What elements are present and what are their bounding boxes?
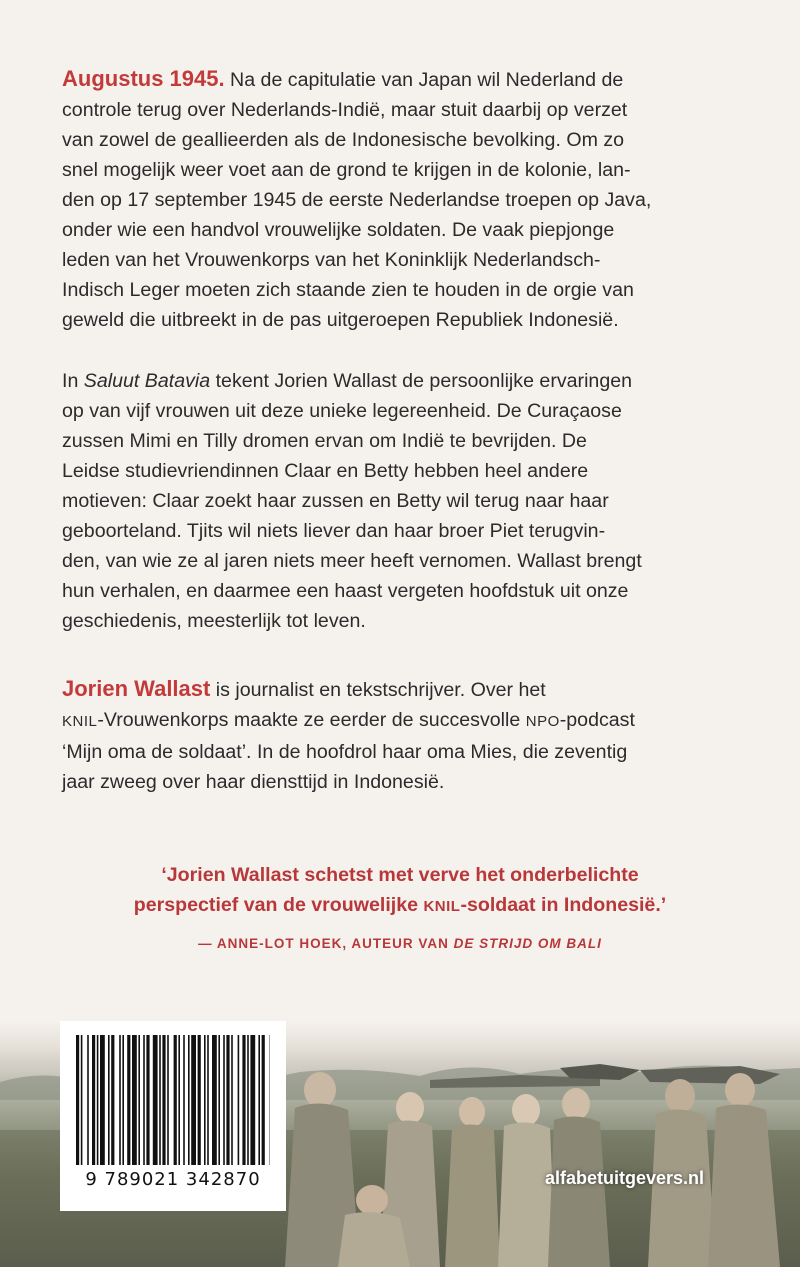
barcode-bar (226, 1035, 229, 1165)
barcode-bar (167, 1035, 169, 1165)
isbn-number: 9 789021 342870 (85, 1169, 261, 1190)
barcode-bar (138, 1035, 140, 1165)
p1-line-6: leden van het Vrouwenkorps van het Koninklijk Nederlandsch- (62, 249, 601, 271)
barcode-bar (100, 1035, 105, 1165)
quote-source-author: — ANNE-LOT HOEK, AUTEUR VAN (198, 936, 454, 951)
barcode-bar (87, 1035, 89, 1165)
p2-line-4: geboorteland. Tjits wil niets liever dan haar broer Piet terugvin- (62, 520, 606, 542)
date-heading: Augustus 1945. (62, 66, 225, 91)
p2-line-6: hun verhalen, en daarmee een haast vergeten hoofdstuk uit onze (62, 580, 629, 602)
barcode-bar (143, 1035, 145, 1165)
barcode-bar (191, 1035, 196, 1165)
p2-line-1: zussen Mimi en Tilly dromen ervan om Indië te bevrijden. De (62, 430, 587, 452)
barcode-bar (76, 1035, 79, 1165)
barcode-bar (162, 1035, 165, 1165)
barcode-bars (76, 1035, 270, 1165)
barcode-bar (81, 1035, 83, 1165)
publisher-url[interactable]: alfabetuitgevers.nl (545, 1168, 705, 1188)
author-name: Jorien Wallast (62, 676, 211, 701)
barcode-bar (119, 1035, 121, 1165)
barcode-bar (218, 1035, 220, 1165)
summary-paragraph-1 (62, 64, 752, 335)
barcode-bar (122, 1035, 124, 1165)
barcode-bar (207, 1035, 209, 1165)
barcode-bar (127, 1035, 130, 1165)
barcode-bar (242, 1035, 245, 1165)
p2-line-2: Leidse studievriendinnen Claar en Betty hebben heel andere (62, 460, 589, 482)
barcode-bar (231, 1035, 233, 1165)
barcode-bar (92, 1035, 95, 1165)
quote-knil: KNIL (423, 898, 461, 915)
barcode-bar (178, 1035, 180, 1165)
quote-source-title: DE STRIJD OM BALI (453, 936, 602, 951)
barcode-bar (97, 1035, 99, 1165)
isbn-barcode (60, 1021, 286, 1211)
barcode-bar (250, 1035, 255, 1165)
p2-line-3: motieven: Claar zoekt haar zussen en Betty wil terug naar haar (62, 490, 609, 512)
p2-line-5: den, van wie ze al jaren niets meer heeft vernomen. Wallast brengt (62, 550, 642, 572)
bio-line-2a: -Vrouwenkorps maakte ze eerder de succesvolle (97, 709, 526, 731)
barcode-bar (188, 1035, 190, 1165)
review-quote (60, 860, 740, 922)
barcode-bar (108, 1035, 110, 1165)
quote-line-2b: -soldaat in Indonesië.’ (460, 894, 667, 916)
book-title: Saluut Batavia (83, 370, 211, 392)
barcode-bar (146, 1035, 149, 1165)
npo-abbrev: NPO (525, 713, 560, 730)
barcode-bar (111, 1035, 114, 1165)
p1-line-1: controle terug over Nederlands-Indië, maar stuit daarbij op verzet (62, 99, 628, 121)
barcode-bar (153, 1035, 158, 1165)
knil-abbrev: KNIL (62, 713, 98, 730)
p2-intro-post: tekent Jorien Wallast de persoonlijke ervaringen (210, 370, 633, 392)
author-bio (62, 674, 752, 797)
bio-line-1: is journalist en tekstschrijver. Over het (210, 679, 546, 701)
p1-line-0: Na de capitulatie van Japan wil Nederland de (224, 69, 624, 91)
barcode-bar (238, 1035, 240, 1165)
barcode-bar (223, 1035, 225, 1165)
barcode-bar (204, 1035, 206, 1165)
barcode-bar (258, 1035, 260, 1165)
p1-line-7: Indisch Leger moeten zich staande zien te houden in de orgie van (62, 279, 634, 301)
quote-source (60, 936, 740, 951)
bio-line-4: jaar zweeg over haar diensttijd in Indonesië. (62, 771, 445, 793)
p1-line-3: snel mogelijk weer voet aan de grond te krijgen in de kolonie, lan- (62, 159, 631, 181)
barcode-bar (159, 1035, 161, 1165)
p1-line-5: onder wie een handvol vrouwelijke soldaten. De vaak piepjonge (62, 219, 615, 241)
p1-line-4: den op 17 september 1945 de eerste Nederlandse troepen op Java, (62, 189, 652, 211)
quote-line-1: ‘Jorien Wallast schetst met verve het onderbelichte (161, 864, 639, 886)
p1-line-2: van zowel de geallieerden als de Indonesische bevolking. Om zo (62, 129, 625, 151)
barcode-bar (262, 1035, 265, 1165)
barcode-bar (247, 1035, 249, 1165)
barcode-bar (174, 1035, 177, 1165)
bio-line-3: ‘Mijn oma de soldaat’. In de hoofdrol haar oma Mies, die zeventig (62, 741, 628, 763)
summary-paragraph-2 (62, 366, 752, 636)
barcode-bar (198, 1035, 201, 1165)
p2-line-0: op van vijf vrouwen uit deze unieke legereenheid. De Curaçaose (62, 400, 622, 422)
barcode-bar (132, 1035, 137, 1165)
p2-intro-pre: In (62, 370, 84, 392)
barcode-bar (212, 1035, 217, 1165)
p2-line-7: geschiedenis, meesterlijk tot leven. (62, 610, 366, 632)
quote-line-2a: perspectief van de vrouwelijke (133, 894, 424, 916)
bio-line-2b: -podcast (559, 709, 635, 731)
p1-line-8: geweld die uitbreekt in de pas uitgeroepen Republiek Indonesië. (62, 309, 619, 331)
barcode-bar (183, 1035, 185, 1165)
